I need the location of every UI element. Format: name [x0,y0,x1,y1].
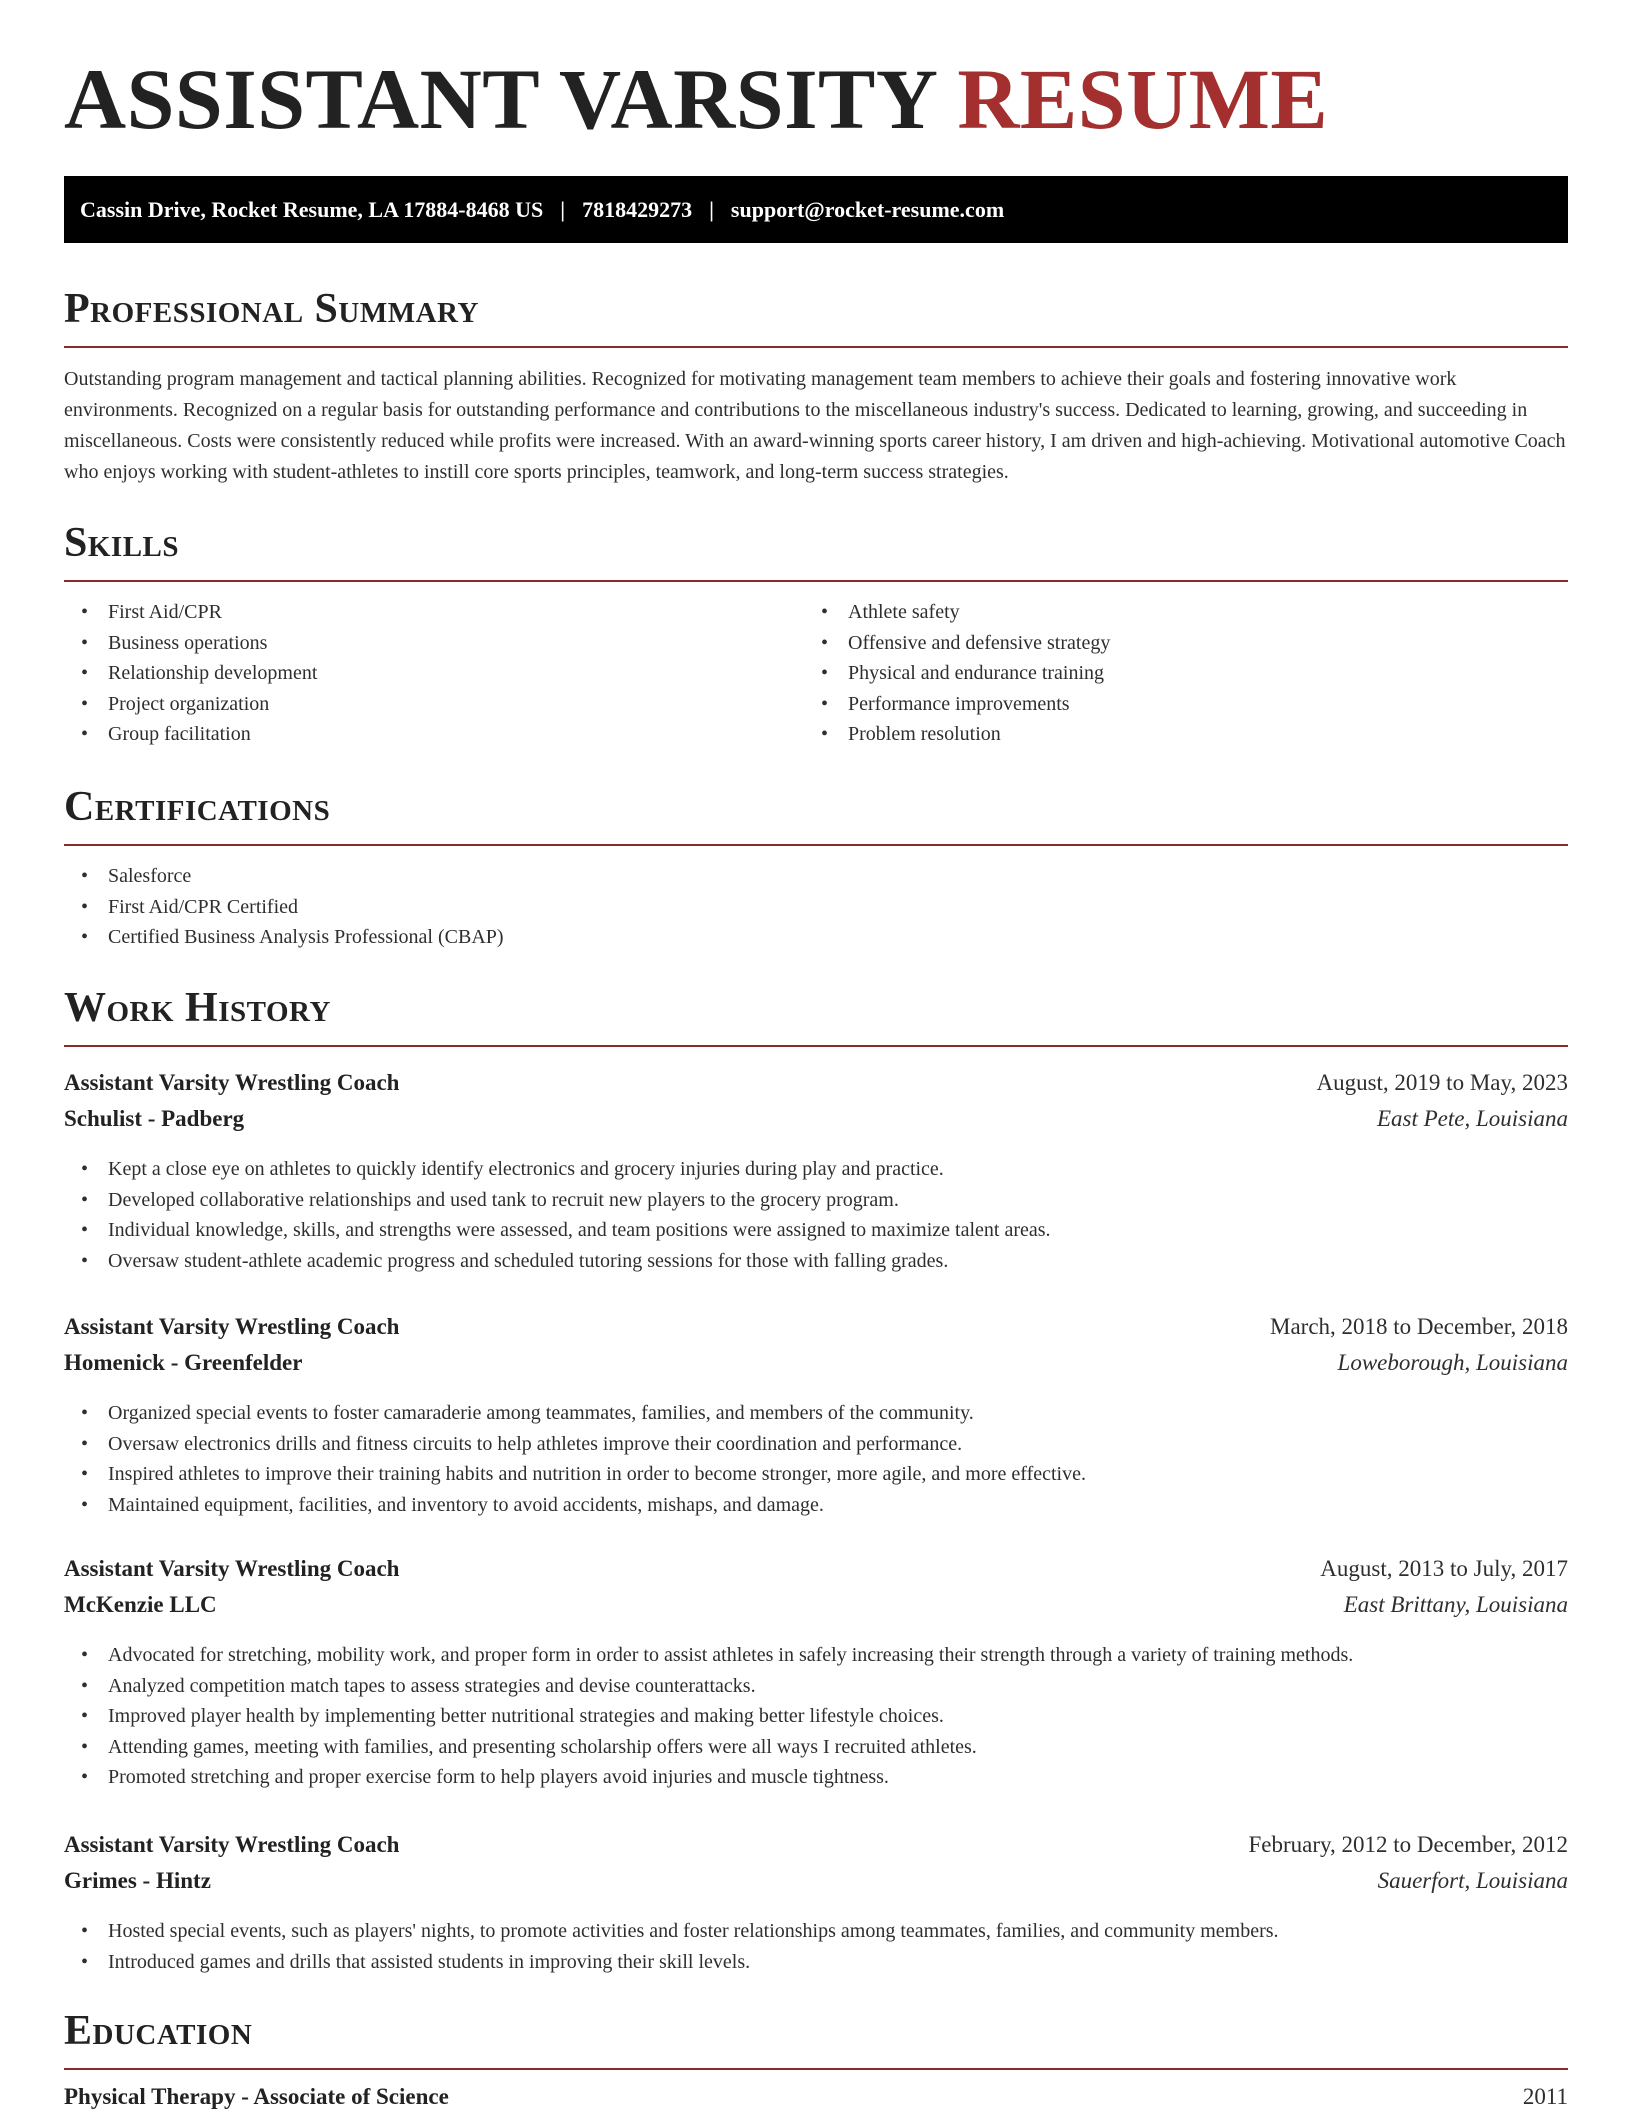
list-item: • Business operations [64,628,804,659]
job-bullets [64,1640,1568,1793]
job-location: East Pete, Louisiana [1376,1106,1568,1131]
skills-heading: Skills [64,520,180,566]
job-bullets [64,1398,1568,1520]
list-item: • Hosted special events, such as players' nights, to promote activities and foster relationships among teammates, families, and community members. [64,1916,1568,1947]
education-heading: Education [64,2008,253,2054]
job-location: East Brittany, Louisiana [1343,1592,1568,1617]
contact-separator: | [709,196,714,222]
certifications-list [64,861,1568,953]
list-item: • Physical and endurance training [804,658,1544,689]
list-item: • Certified Business Analysis Professional (CBAP) [64,922,1568,953]
resume-title [64,51,1329,147]
job-company-row [64,1592,1568,1628]
list-item: • Salesforce [64,861,1568,892]
title-accent: RESUME [957,51,1329,147]
list-item: • Developed collaborative relationships and used tank to recruit new players to the grocery program. [64,1185,1568,1216]
list-item: • Improved player health by implementing better nutritional strategies and making better lifestyle choices. [64,1701,1568,1732]
job-company: Grimes - Hintz [64,1868,211,1893]
list-item: • Organized special events to foster camaraderie among teammates, families, and members of the community. [64,1398,1568,1429]
work-history-section [64,987,1568,1047]
job-dates: August, 2019 to May, 2023 [1316,1070,1568,1095]
job-header-row [64,1314,1568,1350]
list-item: • Problem resolution [804,719,1544,750]
list-item: • Advocated for stretching, mobility work, and proper form in order to assist athletes in safely increasing their strength through a variety of training methods. [64,1640,1568,1671]
list-item: • Oversaw student-athlete academic progress and scheduled tutoring sessions for those with falling grades. [64,1246,1568,1277]
job-company: Schulist - Padberg [64,1106,245,1131]
list-item: • Maintained equipment, facilities, and inventory to avoid accidents, mishaps, and damage. [64,1490,1568,1521]
job-entry [64,1314,1568,1520]
list-item: • Athlete safety [804,597,1544,628]
job-dates: August, 2013 to July, 2017 [1320,1556,1568,1581]
work-history-heading: Work History [64,985,331,1031]
section-divider [64,2068,1568,2070]
contact-bar [64,176,1568,243]
list-item: • First Aid/CPR Certified [64,892,1568,923]
job-entry [64,1556,1568,1793]
job-header-row [64,1556,1568,1592]
contact-phone[interactable]: 7818429273 [582,196,693,222]
job-location: Loweborough, Louisiana [1337,1350,1568,1375]
summary-heading: Professional Summary [64,286,479,332]
job-company: Homenick - Greenfelder [64,1350,303,1375]
section-divider [64,844,1568,846]
certifications-heading: Certifications [64,784,331,830]
job-title: Assistant Varsity Wrestling Coach [64,1832,400,1857]
job-company: McKenzie LLC [64,1592,217,1617]
list-item: • Analyzed competition match tapes to assess strategies and devise counterattacks. [64,1671,1568,1702]
summary-section [64,288,1568,488]
list-item: • Offensive and defensive strategy [804,628,1544,659]
list-item: • Inspired athletes to improve their training habits and nutrition in order to become stronger, more agile, and more effective. [64,1459,1568,1490]
job-dates: March, 2018 to December, 2018 [1270,1314,1568,1339]
contact-address: Cassin Drive, Rocket Resume, LA 17884-8468 US [80,196,544,222]
job-header-row [64,1070,1568,1106]
contact-separator: | [560,196,566,222]
job-title: Assistant Varsity Wrestling Coach [64,1314,400,1339]
list-item: • Kept a close eye on athletes to quickly identify electronics and grocery injuries during play and practice. [64,1154,1568,1185]
skills-list-right [804,597,1544,750]
job-entry [64,1070,1568,1276]
skills-columns [64,597,1568,750]
education-degree: Physical Therapy - Associate of Science [64,2084,449,2109]
list-item: • Performance improvements [804,689,1544,720]
list-item: • Individual knowledge, skills, and strengths were assessed, and team positions were assigned to maximize talent areas. [64,1215,1568,1246]
list-item: • Relationship development [64,658,804,689]
job-location: Sauerfort, Louisiana [1377,1868,1568,1893]
skills-section [64,522,1568,750]
job-entry [64,1832,1568,1977]
skills-list-left [64,597,804,750]
summary-text: Outstanding program management and tactical planning abilities. Recognized for motivating management team members to achieve their goals and fostering innovative work environments. Recognized on a regular basis for outstanding performance and contributions to the miscellaneous industry's success. Dedicated to learning, growing, and succeeding in miscellaneous. Costs were consistently reduced while profits were increased. With an award-winning sports career history, I am driven and high-achieving. Motivational automotive Coach who enjoys working with student-athletes to instill core sports principles, teamwork, and long-term success strategies. [64,368,1566,483]
section-divider [64,1045,1568,1047]
education-entry [64,2084,1568,2110]
section-divider [64,346,1568,348]
list-item: • Promoted stretching and proper exercise form to help players avoid injuries and muscle tightness. [64,1762,1568,1793]
job-dates: February, 2012 to December, 2012 [1248,1832,1568,1857]
job-header-row [64,1832,1568,1868]
job-title: Assistant Varsity Wrestling Coach [64,1070,400,1095]
job-bullets [64,1916,1568,1977]
title-main: ASSISTANT VARSITY [64,51,936,147]
education-year: 2011 [1522,2084,1568,2109]
job-company-row [64,1350,1568,1386]
list-item: • Attending games, meeting with families, and presenting scholarship offers were all ways I recruited athletes. [64,1732,1568,1763]
section-divider [64,580,1568,582]
list-item: • Group facilitation [64,719,804,750]
list-item: • Oversaw electronics drills and fitness circuits to help athletes improve their coordination and performance. [64,1429,1568,1460]
job-company-row [64,1868,1568,1904]
contact-email[interactable]: support@rocket-resume.com [730,196,1005,222]
job-title: Assistant Varsity Wrestling Coach [64,1556,400,1581]
education-section [64,2010,1568,2110]
list-item: • Introduced games and drills that assisted students in improving their skill levels. [64,1947,1568,1978]
job-company-row [64,1106,1568,1142]
list-item: • First Aid/CPR [64,597,804,628]
certifications-section [64,786,1568,953]
list-item: • Project organization [64,689,804,720]
job-bullets [64,1154,1568,1276]
